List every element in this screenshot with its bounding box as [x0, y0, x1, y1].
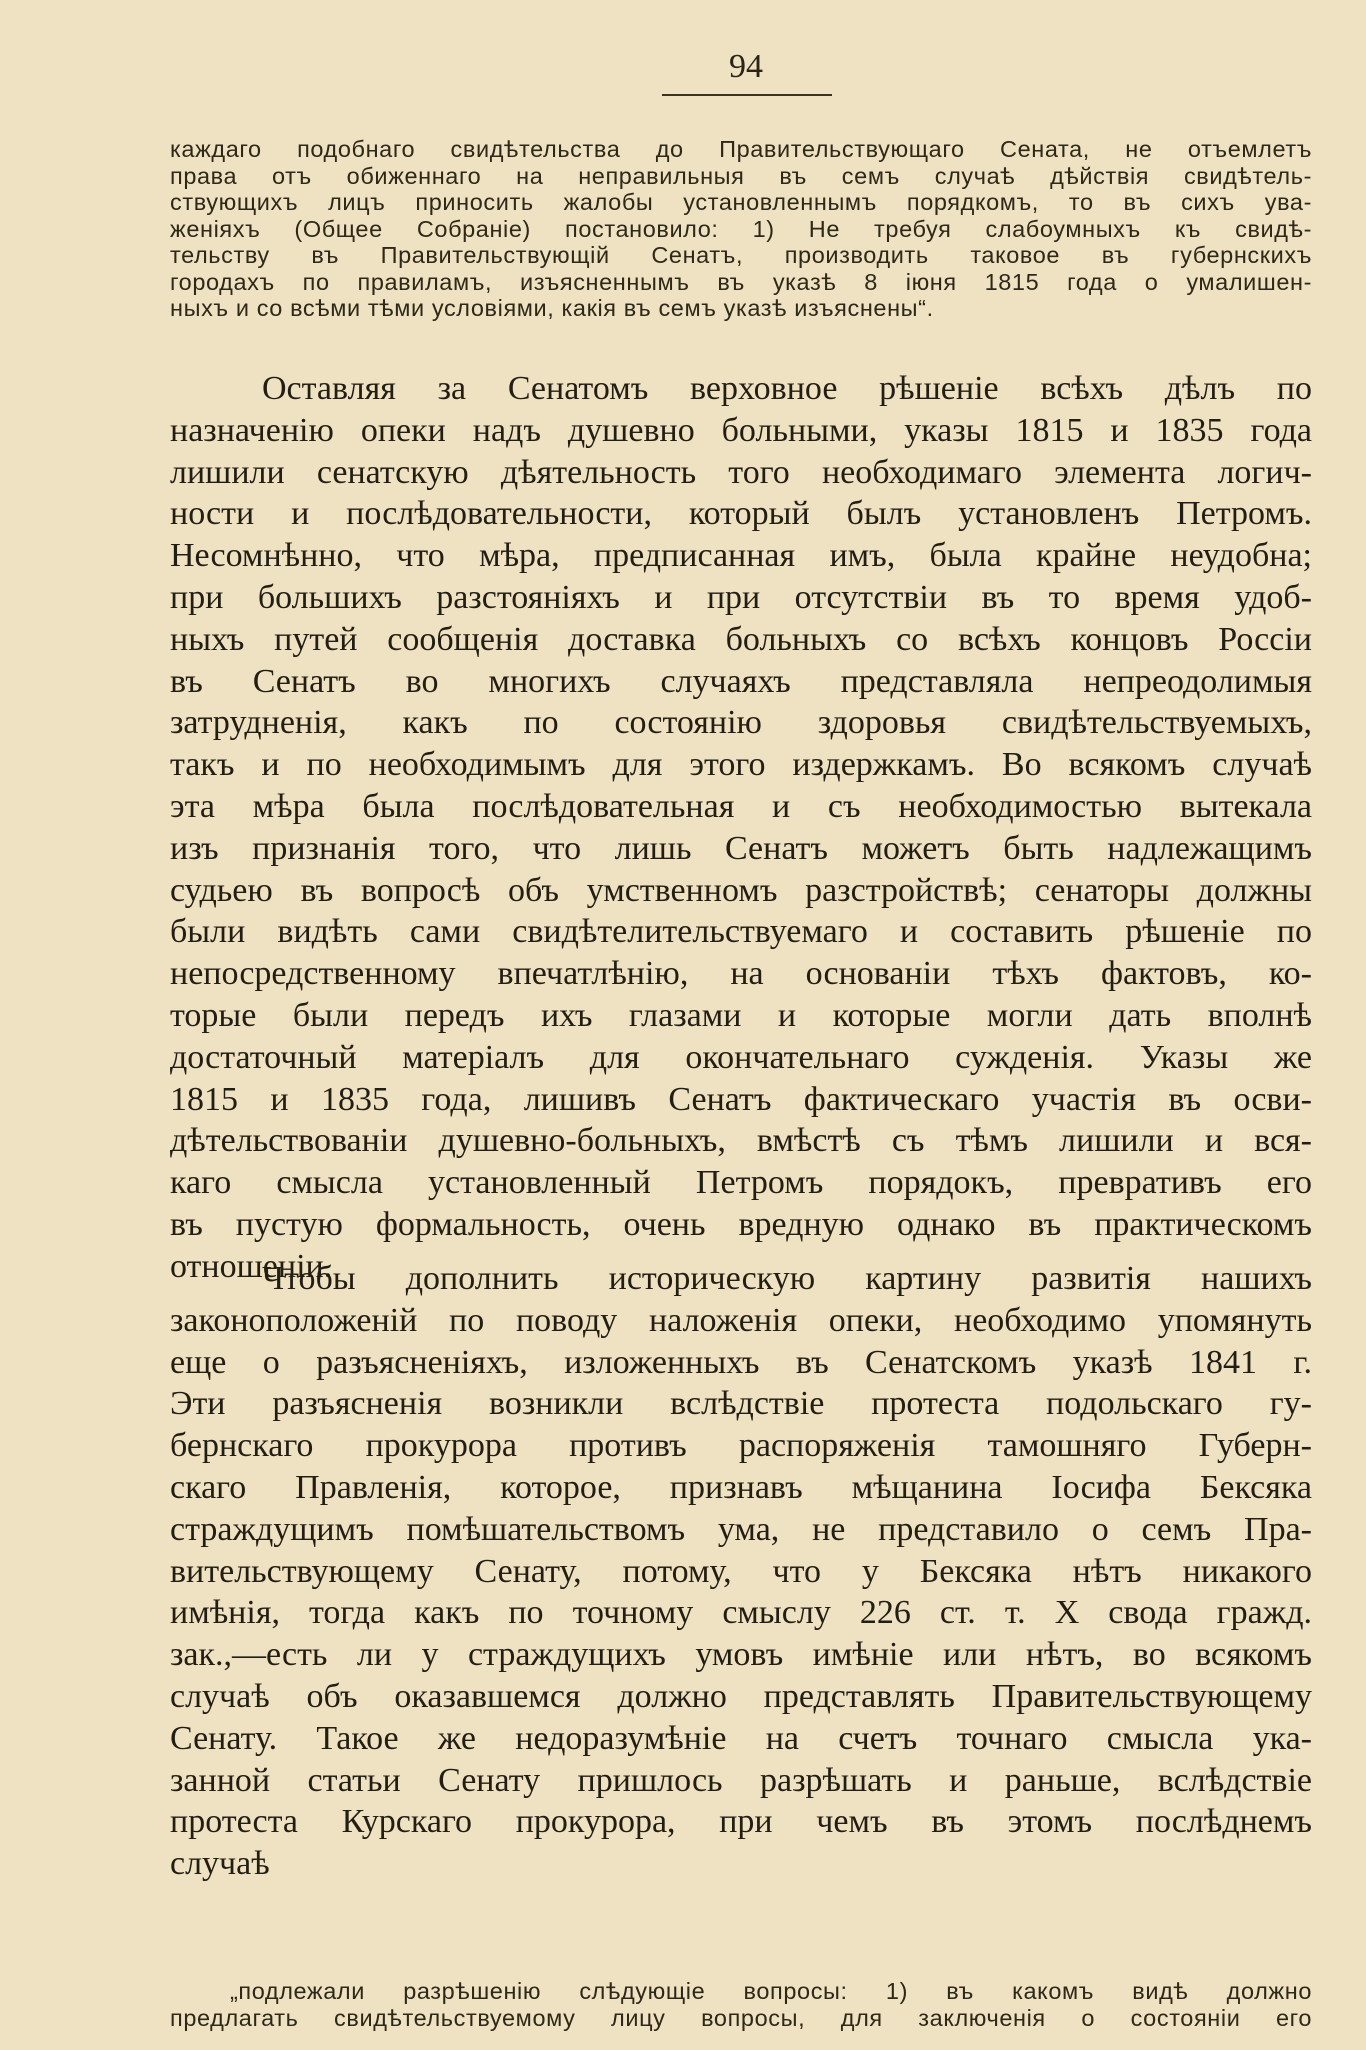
paragraph-line: изъ признанія того, что лишь Сенатъ можетъ быть надлежащимъ [170, 829, 1312, 867]
quote-line: права отъ обиженнаго на неправильныя въ семъ случаѣ дѣйствія свидѣтель- [170, 162, 1312, 189]
paragraph-line: бернскаго прокурора противъ распоряженія тамошняго Губерн- [170, 1427, 1312, 1465]
paragraph-line: эта мѣра была послѣдовательная и съ необходимостью вытекала [170, 787, 1312, 825]
paragraph-line: законоположеній по поводу наложенія опеки, необходимо упомянуть [170, 1301, 1312, 1339]
quote-line: тельству въ Правительствующій Сенатъ, производить таковое въ губернскихъ [170, 242, 1312, 268]
paragraph-line: Сенату. Такое же недоразумѣніе на счетъ точнаго смысла ука- [170, 1719, 1312, 1757]
paragraph-line: протеста Курскаго прокурора, при чемъ въ этомъ послѣднемъ [170, 1803, 1312, 1841]
header-rule [662, 94, 832, 96]
paragraph-line: занной статьи Сенату пришлось разрѣшать и раньше, вслѣдствіе [170, 1761, 1312, 1799]
quote-bottom [170, 1978, 1312, 2031]
quote-line: каждаго подобнаго свидѣтельства до Правительствующаго Сената, не отъемлетъ [170, 136, 1312, 162]
quote-line: предлагать свидѣтельствуемому лицу вопросы, для заключенія о состояніи его [170, 2004, 1312, 2031]
paragraph-line: случаѣ объ оказавшемся должно представлять Правительствующему [170, 1677, 1312, 1715]
paragraph-line: при большихъ разстояніяхъ и при отсутствіи въ то время удоб- [170, 578, 1312, 616]
paragraph-line: затрудненія, какъ по состоянію здоровья свидѣтельствуемыхъ, [170, 704, 1312, 742]
page-number: 94 [729, 48, 763, 85]
paragraph-line: вительствующему Сенату, потому, что у Бексяка нѣтъ никакого [170, 1552, 1312, 1590]
quote-line: „подлежали разрѣшенію слѣдующіе вопросы: 1) въ какомъ видѣ должно [230, 1978, 1312, 2004]
quote-line: городахъ по правиламъ, изъясненнымъ въ указѣ 8 іюня 1815 года о умалишен- [170, 268, 1312, 295]
quote-line: ствующихъ лицъ приносить жалобы установленнымъ порядкомъ, то въ сихъ ува- [170, 189, 1312, 215]
paragraph-line: въ Сенатъ во многихъ случаяхъ представляла непреодолимыя [170, 662, 1312, 700]
paragraph-line: непосредственному впечатлѣнію, на основаніи тѣхъ фактовъ, ко- [170, 955, 1312, 993]
paragraph-line: страждущимъ помѣшательствомъ ума, не представило о семъ Пра- [170, 1510, 1312, 1548]
paragraph-line: дѣтельствованіи душевно-больныхъ, вмѣстѣ съ тѣмъ лишили и вся- [170, 1122, 1312, 1160]
paragraph-1 [170, 368, 1312, 1288]
quote-top [170, 136, 1312, 322]
paragraph-line: 1815 и 1835 года, лишивъ Сенатъ фактическаго участія въ осви- [170, 1080, 1312, 1118]
paragraph-line: скаго Правленія, которое, признавъ мѣщанина Іосифа Бексяка [170, 1468, 1312, 1506]
paragraph-line: ности и послѣдовательности, который былъ установленъ Петромъ. [170, 495, 1312, 533]
paragraph-line: отношеніи. [170, 1247, 333, 1285]
paragraph-line: Эти разъясненія возникли вслѣдствіе протеста подольскаго гу- [170, 1385, 1312, 1423]
paragraph-2 [170, 1258, 1312, 1885]
paragraph-line: еще о разъясненіяхъ, изложенныхъ въ Сенатскомъ указѣ 1841 г. [170, 1343, 1312, 1381]
paragraph-line: были видѣть сами свидѣтелительствуемаго и составить рѣшеніе по [170, 913, 1312, 951]
paragraph-line: случаѣ [170, 1845, 270, 1883]
paragraph-line: назначенію опеки надъ душевно больными, указы 1815 и 1835 года [170, 411, 1312, 449]
paragraph-line: лишили сенатскую дѣятельность того необходимаго элемента логич- [170, 453, 1312, 491]
paragraph-line: судьею въ вопросѣ объ умственномъ разстройствѣ; сенаторы должны [170, 871, 1312, 909]
paragraph-line: каго смысла установленный Петромъ порядокъ, превративъ его [170, 1164, 1312, 1202]
quote-line: ныхъ и со всѣми тѣми условіями, какія въ семъ указѣ изъяснены“. [170, 295, 934, 321]
paragraph-line: Чтобы дополнить историческую картину развитія нашихъ [262, 1260, 1312, 1297]
paragraph-line: Несомнѣнно, что мѣра, предписанная имъ, была крайне неудобна; [170, 537, 1312, 575]
paragraph-line: въ пустую формальность, очень вредную однако въ практическомъ [170, 1205, 1312, 1243]
paragraph-line: достаточный матеріалъ для окончательнаго сужденія. Указы же [170, 1038, 1312, 1076]
quote-line: женіяхъ (Общее Собраніе) постановило: 1) Не требуя слабоумныхъ къ свидѣ- [170, 215, 1312, 242]
paragraph-line: зак.,—есть ли у страждущихъ умовъ имѣніе или нѣтъ, во всякомъ [170, 1636, 1312, 1674]
paragraph-line: торые были передъ ихъ глазами и которые могли дать вполнѣ [170, 996, 1312, 1034]
paragraph-line: ныхъ путей сообщенія доставка больныхъ со всѣхъ концовъ Россіи [170, 620, 1312, 658]
paragraph-line: имѣнія, тогда какъ по точному смыслу 226 ст. т. X свода гражд. [170, 1594, 1312, 1632]
paragraph-line: Оставляя за Сенатомъ верховное рѣшеніе всѣхъ дѣлъ по [262, 370, 1312, 407]
paragraph-line: такъ и по необходимымъ для этого издержкамъ. Во всякомъ случаѣ [170, 746, 1312, 784]
